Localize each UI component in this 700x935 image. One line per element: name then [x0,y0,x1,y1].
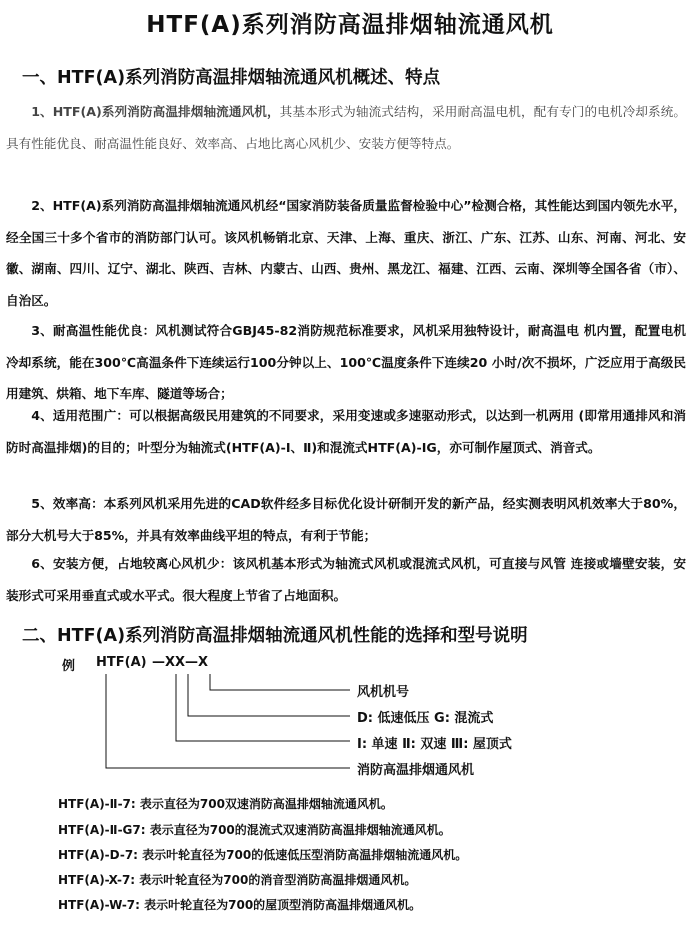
section1-heading: 一、HTF(A)系列消防高温排烟轴流通风机概述、特点 [22,68,441,88]
diagram-label-fan-category: 消防高温排烟通风机 [357,763,475,778]
paragraph-6: 6、安装方便，占地较离心风机少：该风机基本形式为轴流式风机或混流式风机，可直接与风管 连接或墙壁安装，安装形式可采用垂直式或水平式。很大程度上节省了占地面积。 [6,556,686,603]
model-example-5: HTF(A)-W-7: 表示叶轮直径为700的屋顶型消防高温排烟通风机。 [58,898,422,912]
model-example-4: HTF(A)-X-7: 表示叶轮直径为700的消音型消防高温排烟通风机。 [58,873,417,887]
model-code: HTF(A) [96,655,147,670]
paragraph-1-text: 其基本形式为轴流式结构，采用耐高温电机，配有专门的电机冷却系统。具有性能优良、耐高温性能良好、效率高、占地比离心风机少、安装方便等特点。 [6,104,686,151]
page-title: HTF(A)系列消防高温排烟轴流通风机 [146,12,554,38]
model-example-1: HTF(A)-Ⅱ-7: 表示直径为700双速消防高温排烟轴流通风机。 [58,797,393,811]
example-label: 例 [62,659,76,674]
diagram-label-speed-type: D: 低速低压 G: 混流式 [357,711,494,726]
section2-heading: 二、HTF(A)系列消防高温排烟轴流通风机性能的选择和型号说明 [22,626,528,646]
paragraph-5: 5、效率高：本系列风机采用先进的CAD软件经多目标优化设计研制开发的新产品，经实测表明风机效率大于80%，部分大机号大于85%，并具有效率曲线平坦的特点，有利于节能； [6,496,686,543]
diagram-label-fan-number: 风机机号 [357,685,410,700]
paragraph-2: 2、HTF(A)系列消防高温排烟轴流通风机经“国家消防装备质量监督检验中心”检测合格，其性能达到国内领先水平，经全国三十多个省市的消防部门认可。该风机畅销北京、天津、上海、重庆、浙江、广东、江苏、山东、河南、河北、安徽、湖南、四川、辽宁、湖北、陕西、吉林、内蒙古、山西、贵州、黑龙江、福建、江西、云南、深圳等全国各省（市）、自治区。 [6,198,686,308]
diagram-label-speed-grade: I: 单速 Ⅱ: 双速 Ⅲ: 屋顶式 [357,737,512,752]
paragraph-4: 4、适用范围广：可以根据高级民用建筑的不同要求，采用变速或多速驱动形式，以达到一机两用 (即常用通排风和消防时高温排烟)的目的；叶型分为轴流式(HTF(A)-Ⅰ、Ⅱ)和混流式HTF(A)-IG，亦可制作屋顶式、消音式。 [6,408,686,455]
paragraph-1-lead: 1、HTF(A)系列消防高温排烟轴流通风机， [31,104,280,119]
paragraph-3: 3、耐高温性能优良：风机测试符合GBJ45-82消防规范标准要求，风机采用独特设计，耐高温电 机内置，配置电机冷却系统，能在300℃高温条件下连续运行100分钟以上、100℃温度条件下连续20 小时/次不损坏，广泛应用于高级民用建筑、烘箱、地下车库、隧道等场合； [6,323,686,401]
model-suffix: —XX—X [152,655,209,670]
paragraph-1 [6,96,686,159]
model-example-3: HTF(A)-D-7: 表示叶轮直径为700的低速低压型消防高温排烟轴流通风机。 [58,848,468,862]
model-example-2: HTF(A)-Ⅱ-G7: 表示直径为700的混流式双速消防高温排烟轴流通风机。 [58,823,451,837]
